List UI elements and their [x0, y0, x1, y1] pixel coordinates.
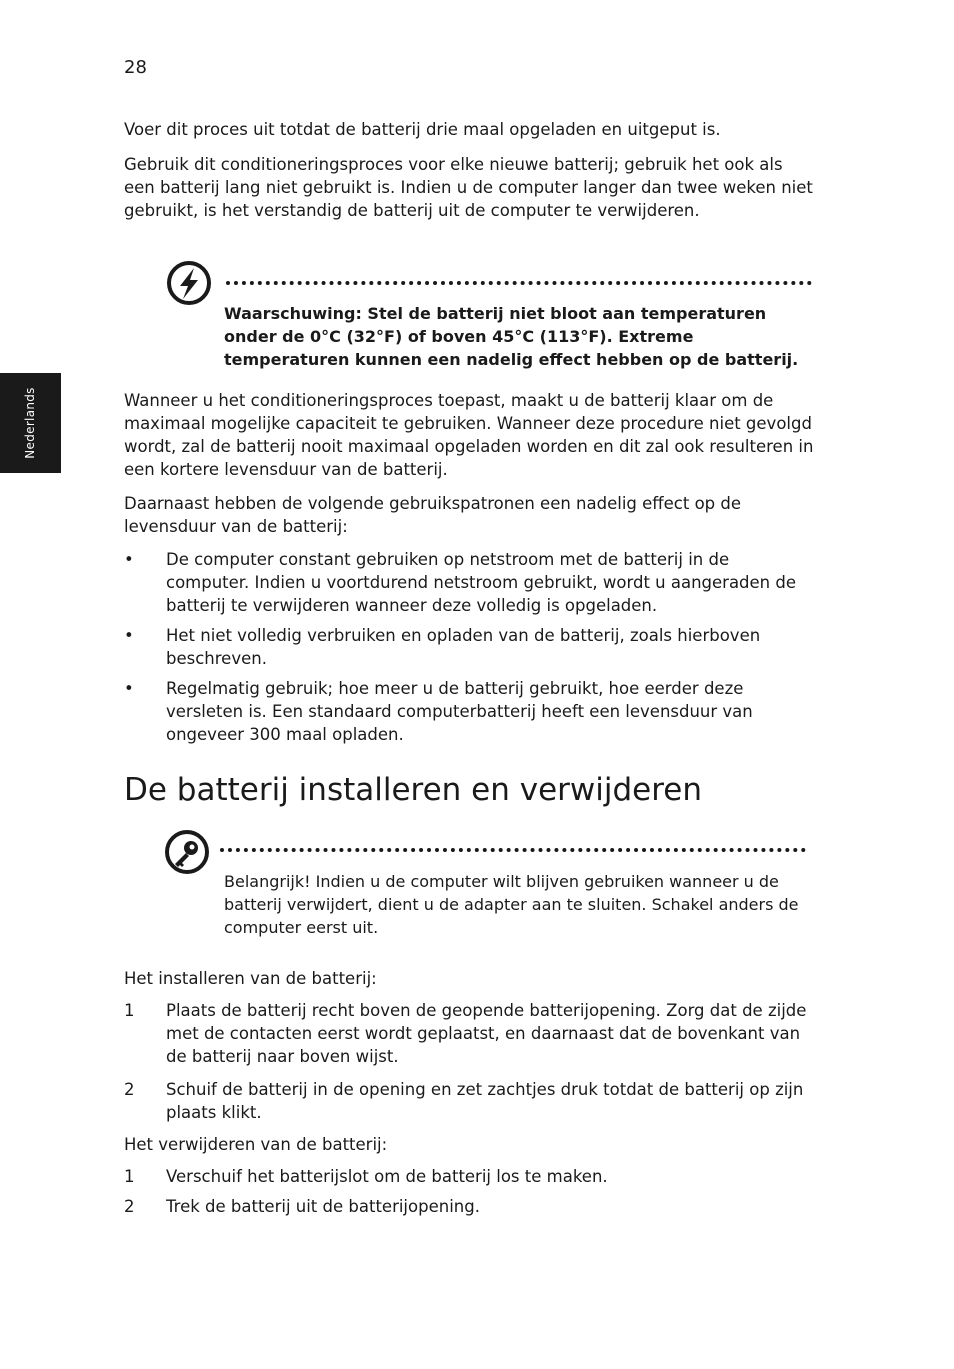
bullet-text: De computer constant gebruiken op netstroom met de batterij in de computer. Indien u voortdurend netstroom gebruikt, wordt u aangeraden de batterij te verwijderen wanneer deze volledig is opgeladen.: [166, 550, 797, 615]
list-item: [124, 548, 814, 617]
body-paragraph-4: Daarnaast hebben de volgende gebruikspatronen een nadelig effect op de levensduur van de batterij:: [124, 494, 742, 536]
page-number: 28: [124, 57, 147, 78]
install-steps: [124, 999, 814, 1124]
important-icon-wrapper: [164, 829, 210, 879]
step-text: Plaats de batterij recht boven de geopende batterijopening. Zorg dat de zijde met de contacten eerst wordt geplaatst, en daarnaast dat de bovenkant van de batterij naar boven wijst.: [166, 1001, 807, 1066]
bullet-text: Het niet volledig verbruiken en opladen van de batterij, zoals hierboven beschreven.: [166, 626, 761, 668]
warning-text: Waarschuwing: Stel de batterij niet bloot aan temperaturen onder de 0°C (32°F) of boven 45°C (113°F). Extreme temperaturen kunnen een nadelig effect hebben op de batterij.: [224, 304, 799, 369]
step-number: 2: [124, 1197, 135, 1216]
body-paragraph-3: Wanneer u het conditioneringsproces toepast, maakt u de batterij klaar om de maximaal mogelijke capaciteit te gebruiken. Wanneer deze procedure niet gevolgd wordt, zal de batterij nooit maximaal opgeladen worden en dit zal ook resulteren in een kortere levensduur van de batterij.: [124, 391, 814, 479]
remove-intro: Het verwijderen van de batterij:: [124, 1135, 388, 1154]
bullet-marker: •: [124, 679, 134, 698]
warning-lightning-icon: [166, 260, 212, 306]
language-side-tab: [0, 373, 61, 473]
important-body: Indien u de computer wilt blijven gebruiken wanneer u de batterij verwijdert, dient u de adapter aan te sluiten. Schakel anders de computer eerst uit.: [224, 872, 799, 937]
side-tab-label: Nederlands: [23, 387, 37, 459]
intro-paragraph-1: Voer dit proces uit totdat de batterij drie maal opgeladen en uitgeput is.: [124, 120, 721, 139]
bullet-list: [124, 548, 814, 746]
step-text: Trek de batterij uit de batterijopening.: [166, 1197, 480, 1216]
step-number: 1: [124, 1001, 135, 1020]
list-item: [124, 1195, 814, 1218]
list-item: [124, 999, 814, 1068]
intro-paragraph-2: Gebruik dit conditioneringsproces voor elke nieuwe batterij; gebruik het ook als een batterij lang niet gebruikt is. Indien u de computer langer dan twee weken niet gebruikt, is het verstandig de batterij uit de computer te verwijderen.: [124, 155, 813, 220]
list-item: [124, 1078, 814, 1124]
step-number: 1: [124, 1167, 135, 1186]
important-text: [224, 870, 814, 939]
section-heading: De batterij installeren en verwijderen: [124, 772, 703, 808]
list-item: [124, 624, 814, 670]
warning-dotted-rule: [226, 281, 812, 285]
install-intro: Het installeren van de batterij:: [124, 969, 377, 988]
step-text: Verschuif het batterijslot om de batterij los te maken.: [166, 1167, 608, 1186]
remove-steps: [124, 1165, 814, 1218]
list-item: [124, 677, 814, 746]
important-dotted-rule: [220, 848, 806, 852]
bullet-marker: •: [124, 626, 134, 645]
bullet-marker: •: [124, 550, 134, 569]
important-key-icon: [164, 829, 210, 875]
important-label: Belangrijk!: [224, 872, 311, 891]
step-text: Schuif de batterij in de opening en zet zachtjes druk totdat de batterij op zijn plaats klikt.: [166, 1080, 804, 1122]
bullet-text: Regelmatig gebruik; hoe meer u de batterij gebruikt, hoe eerder deze versleten is. Een standaard computerbatterij heeft een levensduur van ongeveer 300 maal opladen.: [166, 679, 753, 744]
step-number: 2: [124, 1080, 135, 1099]
warning-icon-wrapper: [166, 260, 212, 310]
list-item: [124, 1165, 814, 1188]
